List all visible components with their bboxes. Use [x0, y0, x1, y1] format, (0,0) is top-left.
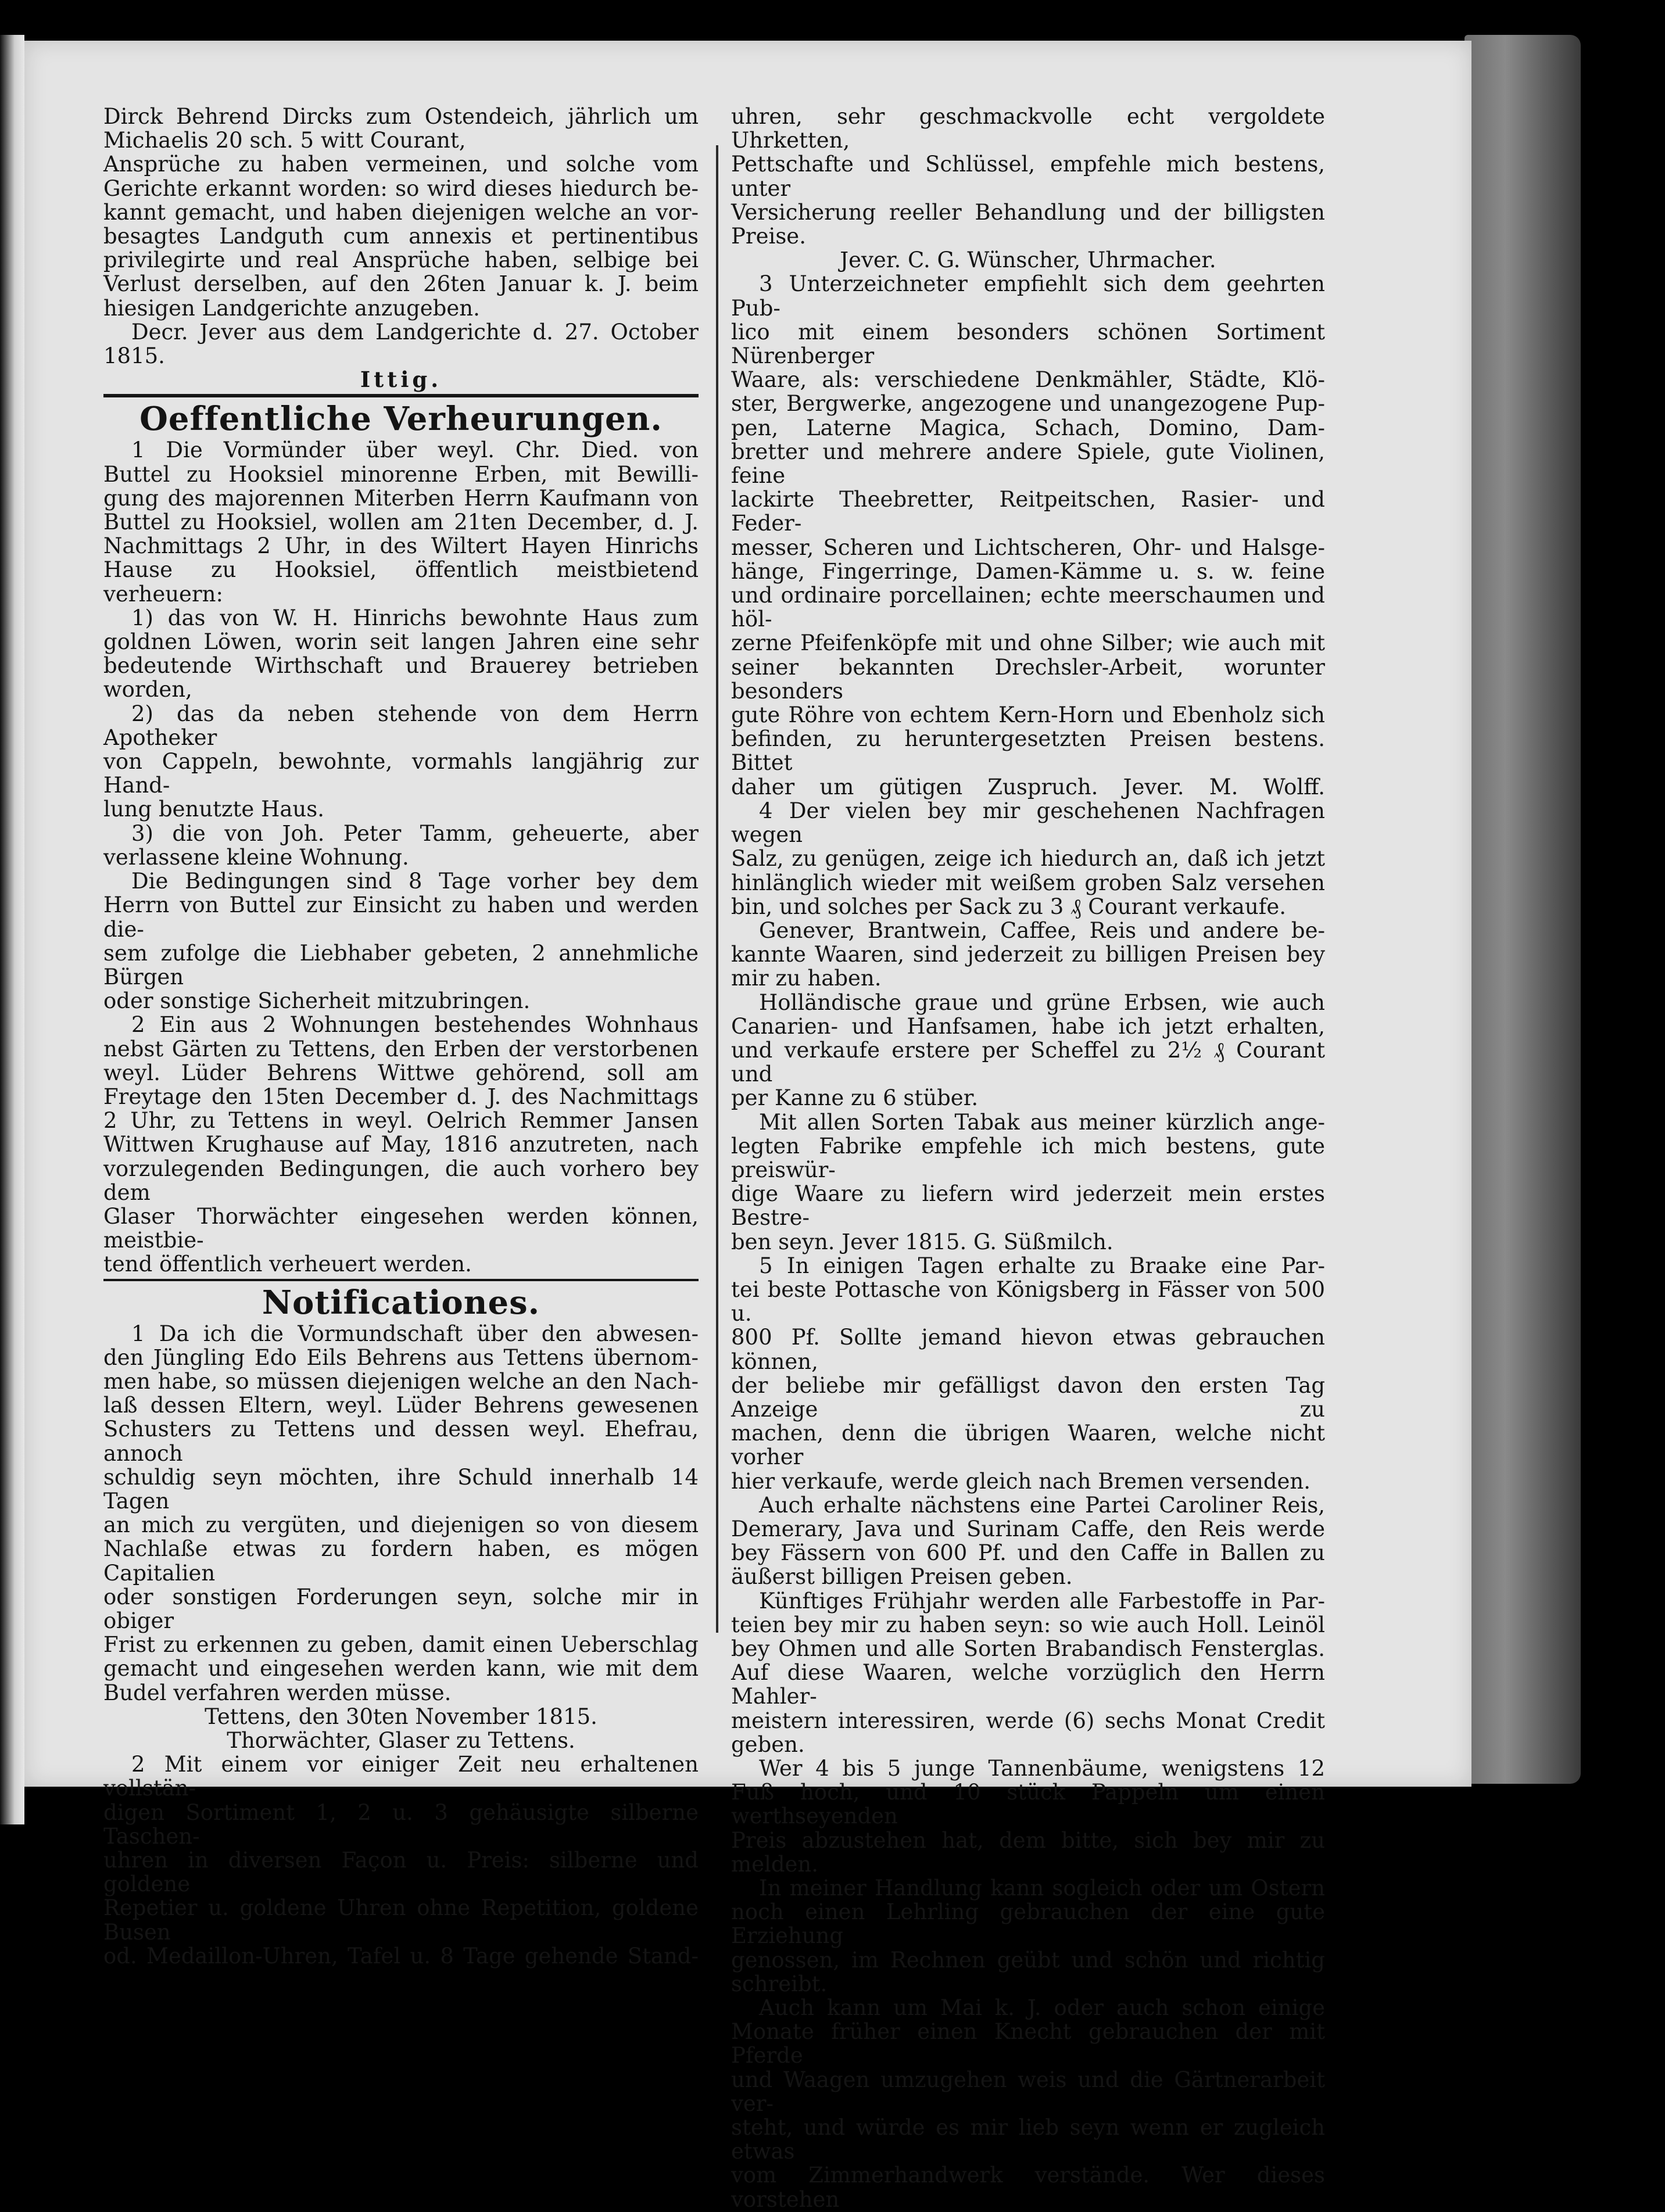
- text-line: kannt gemacht, und haben diejenigen welche an vor-: [103, 199, 699, 225]
- text-line: äußerst billigen Preisen geben.: [731, 1564, 1073, 1590]
- text-line: nebst Gärten zu Tettens, den Erben der verstorbenen: [103, 1036, 699, 1062]
- text-line: und Waagen umzugehen weis und die Gärtnerarbeit ver-: [731, 2067, 1325, 2116]
- text-line: von Cappeln, bewohnte, vormahls langjährig zur Hand-: [103, 749, 699, 798]
- nuremberg-wares-advert: [731, 272, 1325, 798]
- text-line: 1 Da ich die Vormundschaft über den abwesen-: [131, 1321, 699, 1346]
- right-column: [731, 105, 1325, 2211]
- text-line: an mich zu vergüten, und diejenigen so von diesem: [103, 1512, 699, 1538]
- text-line: Dirck Behrend Dircks zum Ostendeich, jährlich um: [103, 104, 699, 129]
- text-line: Hause zu Hooksiel, öffentlich meistbietend verheuern:: [103, 557, 699, 607]
- text-line: Salz, zu genügen, zeige ich hiedurch an, daß ich jetzt: [731, 846, 1325, 872]
- text-line: hier verkaufe, werde gleich nach Bremen versenden.: [731, 1468, 1310, 1494]
- text-line: hiesigen Landgerichte anzugeben.: [103, 295, 480, 321]
- text-line: 5 In einigen Tagen erhalte zu Braake eine Par-: [759, 1253, 1325, 1278]
- text-line: meistern interessiren, werde (6) sechs Monat Credit geben.: [731, 1708, 1325, 1757]
- intro-paragraph: [103, 105, 699, 320]
- notificationes-section: [103, 1322, 699, 1968]
- text-line: Canarien- und Hanfsamen, habe ich jetzt erhalten,: [731, 1013, 1325, 1039]
- text-line: hänge, Fingerringe, Damen-Kämme u. s. w. feine: [731, 558, 1325, 584]
- text-line: uhren in diversen Façon u. Preis: silberne und goldene: [103, 1848, 699, 1897]
- advert-signature: Jever. C. G. Wünscher, Uhrmacher.: [840, 248, 1216, 273]
- text-line: lackirte Theebretter, Reitpeitschen, Rasier- und Feder-: [731, 487, 1325, 536]
- text-line: genossen, im Rechnen geübt und schön und richtig schreibt.: [731, 1947, 1325, 1996]
- decree-signature: Ittig.: [360, 367, 442, 393]
- text-line: ster, Bergwerke, angezogene und unangezogene Pup-: [731, 391, 1325, 417]
- text-line: noch einen Lehrling gebrauchen der eine gute Erziehung: [731, 1899, 1325, 1949]
- text-line: tei beste Pottasche von Königsberg in Fässer von 500 u.: [731, 1277, 1325, 1327]
- text-line: 3) die von Joh. Peter Tamm, geheuerte, aber: [131, 820, 699, 846]
- section-rule: [103, 394, 699, 397]
- text-line: Wer 4 bis 5 junge Tannenbäume, wenigstens 12: [759, 1756, 1325, 1781]
- newspaper-page: [24, 41, 1471, 2212]
- text-line: Nachlaße etwas zu fordern haben, es mögen Capitalien: [103, 1536, 699, 1586]
- text-line: Schusters zu Tettens und dessen weyl. Ehefrau, annoch: [103, 1417, 699, 1466]
- text-line: 2 Ein aus 2 Wohnungen bestehendes Wohnhaus: [131, 1012, 699, 1038]
- verheurungen-section: [103, 438, 699, 1276]
- text-line: digen Sortiment 1, 2 u. 3 gehäusigte silberne Taschen-: [103, 1799, 699, 1849]
- text-line: gemacht und eingesehen werden kann, wie mit dem: [103, 1656, 699, 1682]
- text-line: dige Waare zu liefern wird jederzeit mein erstes Bestre-: [731, 1181, 1325, 1231]
- text-line: bin, und solches per Sack zu 3 ₰ Courant verkaufe.: [731, 894, 1287, 919]
- text-line: Fuß hoch, und 10 stück Pappeln um einen werthseyenden: [731, 1780, 1325, 1829]
- text-line: 4 Der vielen bey mir geschehenen Nachfragen wegen: [731, 798, 1325, 848]
- salt-advert: [731, 799, 1325, 1254]
- text-line: Auch erhalte nächstens eine Partei Caroliner Reis,: [759, 1492, 1325, 1518]
- text-line: 2) das da neben stehende von dem Herrn Apotheker: [103, 701, 699, 750]
- text-line: Holländische graue und grüne Erbsen, wie auch: [759, 990, 1325, 1015]
- text-line: teien bey mir zu haben seyn: so wie auch Holl. Leinöl: [731, 1612, 1325, 1637]
- heading-notificationes: Notificationes.: [262, 1283, 540, 1322]
- left-column: [103, 105, 699, 1968]
- text-line: vorzulegenden Bedingungen, die auch vorhero bey dem: [103, 1156, 699, 1205]
- text-line: gute Röhre von echtem Kern-Horn und Ebenholz sich: [731, 702, 1325, 728]
- text-line: kannte Waaren, sind jederzeit zu billigen Preisen bey: [731, 942, 1325, 967]
- text-line: lung benutzte Haus.: [103, 797, 324, 822]
- text-line: der beliebe mir gefälligst davon den ersten Tag Anzeige zu: [731, 1372, 1325, 1422]
- book-cover-edge: [1465, 35, 1581, 1784]
- text-line: laß dessen Eltern, weyl. Lüder Behrens gewesenen: [103, 1393, 699, 1418]
- text-line: den Jüngling Edo Eils Behrens aus Tettens übernom-: [103, 1345, 699, 1370]
- text-line: ben seyn. Jever 1815. G. Süßmilch.: [731, 1229, 1113, 1254]
- text-line: oder sonstige Sicherheit mitzubringen.: [103, 988, 531, 1014]
- heading-verheurungen: Oeffentliche Verheurungen.: [139, 400, 663, 439]
- text-line: zerne Pfeifenköpfe mit und ohne Silber; wie auch mit: [731, 630, 1325, 656]
- watchmaker-advert: [731, 105, 1325, 272]
- text-line: Künftiges Frühjahr werden alle Farbestoffe in Par-: [759, 1588, 1325, 1614]
- text-line: vom Zimmerhandwerk verstände. Wer dieses vorstehen: [731, 2163, 1325, 2212]
- text-line: gung des majorennen Miterben Herrn Kaufmann von: [103, 485, 699, 511]
- text-line: weyl. Lüder Behrens Wittwe gehörend, soll am: [103, 1060, 699, 1085]
- text-line: mir zu haben.: [731, 966, 882, 991]
- text-line: 800 Pf. Sollte jemand hievon etwas gebrauchen können,: [731, 1325, 1325, 1374]
- text-line: tend öffentlich verheuert werden.: [103, 1252, 472, 1277]
- text-line: Mit allen Sorten Tabak aus meiner kürzlich ange-: [759, 1109, 1325, 1135]
- text-line: machen, denn die übrigen Waaren, welche nicht vorher: [731, 1421, 1325, 1470]
- text-line: Freytage den 15ten December d. J. des Nachmittags: [103, 1084, 699, 1109]
- text-line: Ansprüche zu haben vermeinen, und solche vom: [103, 152, 699, 177]
- text-line: oder sonstigen Forderungen seyn, solche mir in obiger: [103, 1584, 699, 1633]
- text-line: daher um gütigen Zuspruch. Jever. M. Wolff.: [731, 774, 1325, 800]
- text-line: men habe, so müssen diejenigen welche an den Nach-: [103, 1368, 699, 1394]
- text-line: Monate früher einen Knecht gebrauchen der mit Pferde: [731, 2019, 1325, 2068]
- text-line: pen, Laterne Magica, Schach, Domino, Dam-: [731, 415, 1325, 440]
- text-line: Nachmittags 2 Uhr, in des Wiltert Hayen Hinrichs: [103, 533, 699, 559]
- text-line: legten Fabrike empfehle ich mich bestens, gute preiswür-: [731, 1133, 1325, 1182]
- text-line: 3 Unterzeichneter empfiehlt sich dem geehrten Pub-: [731, 271, 1325, 321]
- text-line: Gerichte erkannt worden: so wird dieses hiedurch be-: [103, 175, 699, 201]
- text-line: uhren, sehr geschmackvolle echt vergoldete Uhrketten,: [731, 104, 1325, 153]
- text-line: 2 Uhr, zu Tettens in weyl. Oelrich Remmer Jansen: [103, 1108, 699, 1134]
- text-line: bretter und mehrere andere Spiele, gute Violinen, feine: [731, 439, 1325, 489]
- text-line: besagtes Landguth cum annexis et pertinentibus: [103, 224, 699, 249]
- text-line: hinlänglich wieder mit weißem groben Salz versehen: [731, 870, 1325, 895]
- text-line: verlassene kleine Wohnung.: [103, 844, 409, 870]
- text-line: Repetier u. goldene Uhren ohne Repetition, goldene Busen: [103, 1895, 699, 1945]
- text-line: od. Medaillon-Uhren, Tafel u. 8 Tage gehende Stand-: [103, 1943, 699, 1969]
- text-line: und verkaufe erstere per Scheffel zu 2½ ₰ Courant und: [731, 1037, 1325, 1087]
- text-line: lico mit einem besonders schönen Sortiment Nürenberger: [731, 319, 1325, 369]
- text-line: sem zufolge die Liebhaber gebeten, 2 annehmliche Bürgen: [103, 940, 699, 990]
- text-line: Genever, Brantwein, Caffee, Reis und andere be-: [759, 917, 1325, 943]
- text-line: bey Fässern von 600 Pf. und den Caffe in Ballen zu: [731, 1540, 1325, 1566]
- text-line: Auf diese Waaren, welche vorzüglich den Herrn Mahler-: [731, 1660, 1325, 1709]
- text-line: bedeutende Wirthschaft und Brauerey betrieben worden,: [103, 653, 699, 702]
- text-line: Auch kann um Mai k. J. oder auch schon einige: [759, 1995, 1325, 2021]
- section-rule: [103, 1279, 699, 1281]
- text-line: 2 Mit einem vor einiger Zeit neu erhaltenen vollstän-: [103, 1752, 699, 1801]
- text-line: Glaser Thorwächter eingesehen werden können, meistbie-: [103, 1203, 699, 1253]
- text-line: schuldig seyn möchten, ihre Schuld innerhalb 14 Tagen: [103, 1464, 699, 1514]
- braake-advert: [731, 1254, 1325, 2211]
- text-line: per Kanne zu 6 stüber.: [731, 1085, 979, 1111]
- text-line: seiner bekannten Drechsler-Arbeit, worunter besonders: [731, 654, 1325, 704]
- text-line: befinden, zu heruntergesetzten Preisen bestens. Bittet: [731, 726, 1325, 776]
- column-divider: [716, 145, 718, 1633]
- text-line: Buttel zu Hooksiel, wollen am 21ten December, d. J.: [103, 510, 699, 535]
- text-line: Budel verfahren werden müsse.: [103, 1680, 452, 1705]
- text-line: Demerary, Java und Surinam Caffe, den Reis werde: [731, 1516, 1325, 1541]
- text-line: messer, Scheren und Lichtscheren, Ohr- und Halsge-: [731, 535, 1325, 560]
- text-line: Wittwen Krughause auf May, 1816 anzutreten, nach: [103, 1132, 699, 1157]
- text-line: Preis abzustehen hat, dem bitte, sich bey mir zu melden.: [731, 1827, 1325, 1877]
- text-line: Michaelis 20 sch. 5 witt Courant,: [103, 128, 466, 153]
- text-line: Waare, als: verschiedene Denkmähler, Städte, Klö-: [731, 367, 1325, 393]
- text-line: steht, und würde es mir lieb seyn wenn er zugleich etwas: [731, 2115, 1325, 2164]
- text-line: Die Bedingungen sind 8 Tage vorher bey dem: [131, 869, 699, 894]
- book-spine-edge: [0, 35, 24, 1824]
- text-line: Herrn von Buttel zur Einsicht zu haben und werden die-: [103, 892, 699, 942]
- text-line: bey Ohmen und alle Sorten Brabandisch Fensterglas.: [731, 1636, 1325, 1661]
- notification-date: Tettens, den 30ten November 1815.: [205, 1704, 597, 1729]
- text-line: goldnen Löwen, worin seit langen Jahren eine sehr: [103, 629, 699, 655]
- text-line: Pettschafte und Schlüssel, empfehle mich bestens, unter: [731, 152, 1325, 201]
- text-line: In meiner Handlung kann sogleich oder um Ostern: [759, 1876, 1325, 1901]
- text-line: 1 Die Vormünder über weyl. Chr. Died. von: [131, 438, 699, 463]
- decree-line: Decr. Jever aus dem Landgerichte d. 27. October 1815.: [103, 319, 699, 369]
- text-line: Frist zu erkennen zu geben, damit einen Ueberschlag: [103, 1632, 699, 1658]
- notification-signature: Thorwächter, Glaser zu Tettens.: [227, 1728, 575, 1753]
- text-line: Versicherung reeller Behandlung und der billigsten Preise.: [731, 199, 1325, 249]
- text-line: Buttel zu Hooksiel minorenne Erben, mit Bewilli-: [103, 461, 699, 487]
- text-line: 1) das von W. H. Hinrichs bewohnte Haus zum: [131, 605, 699, 630]
- text-line: privilegirte und real Ansprüche haben, selbige bei: [103, 248, 699, 273]
- text-line: Verlust derselben, auf den 26ten Januar k. J. beim: [103, 271, 699, 297]
- text-line: und ordinaire porcellainen; echte meerschaumen und höl-: [731, 583, 1325, 632]
